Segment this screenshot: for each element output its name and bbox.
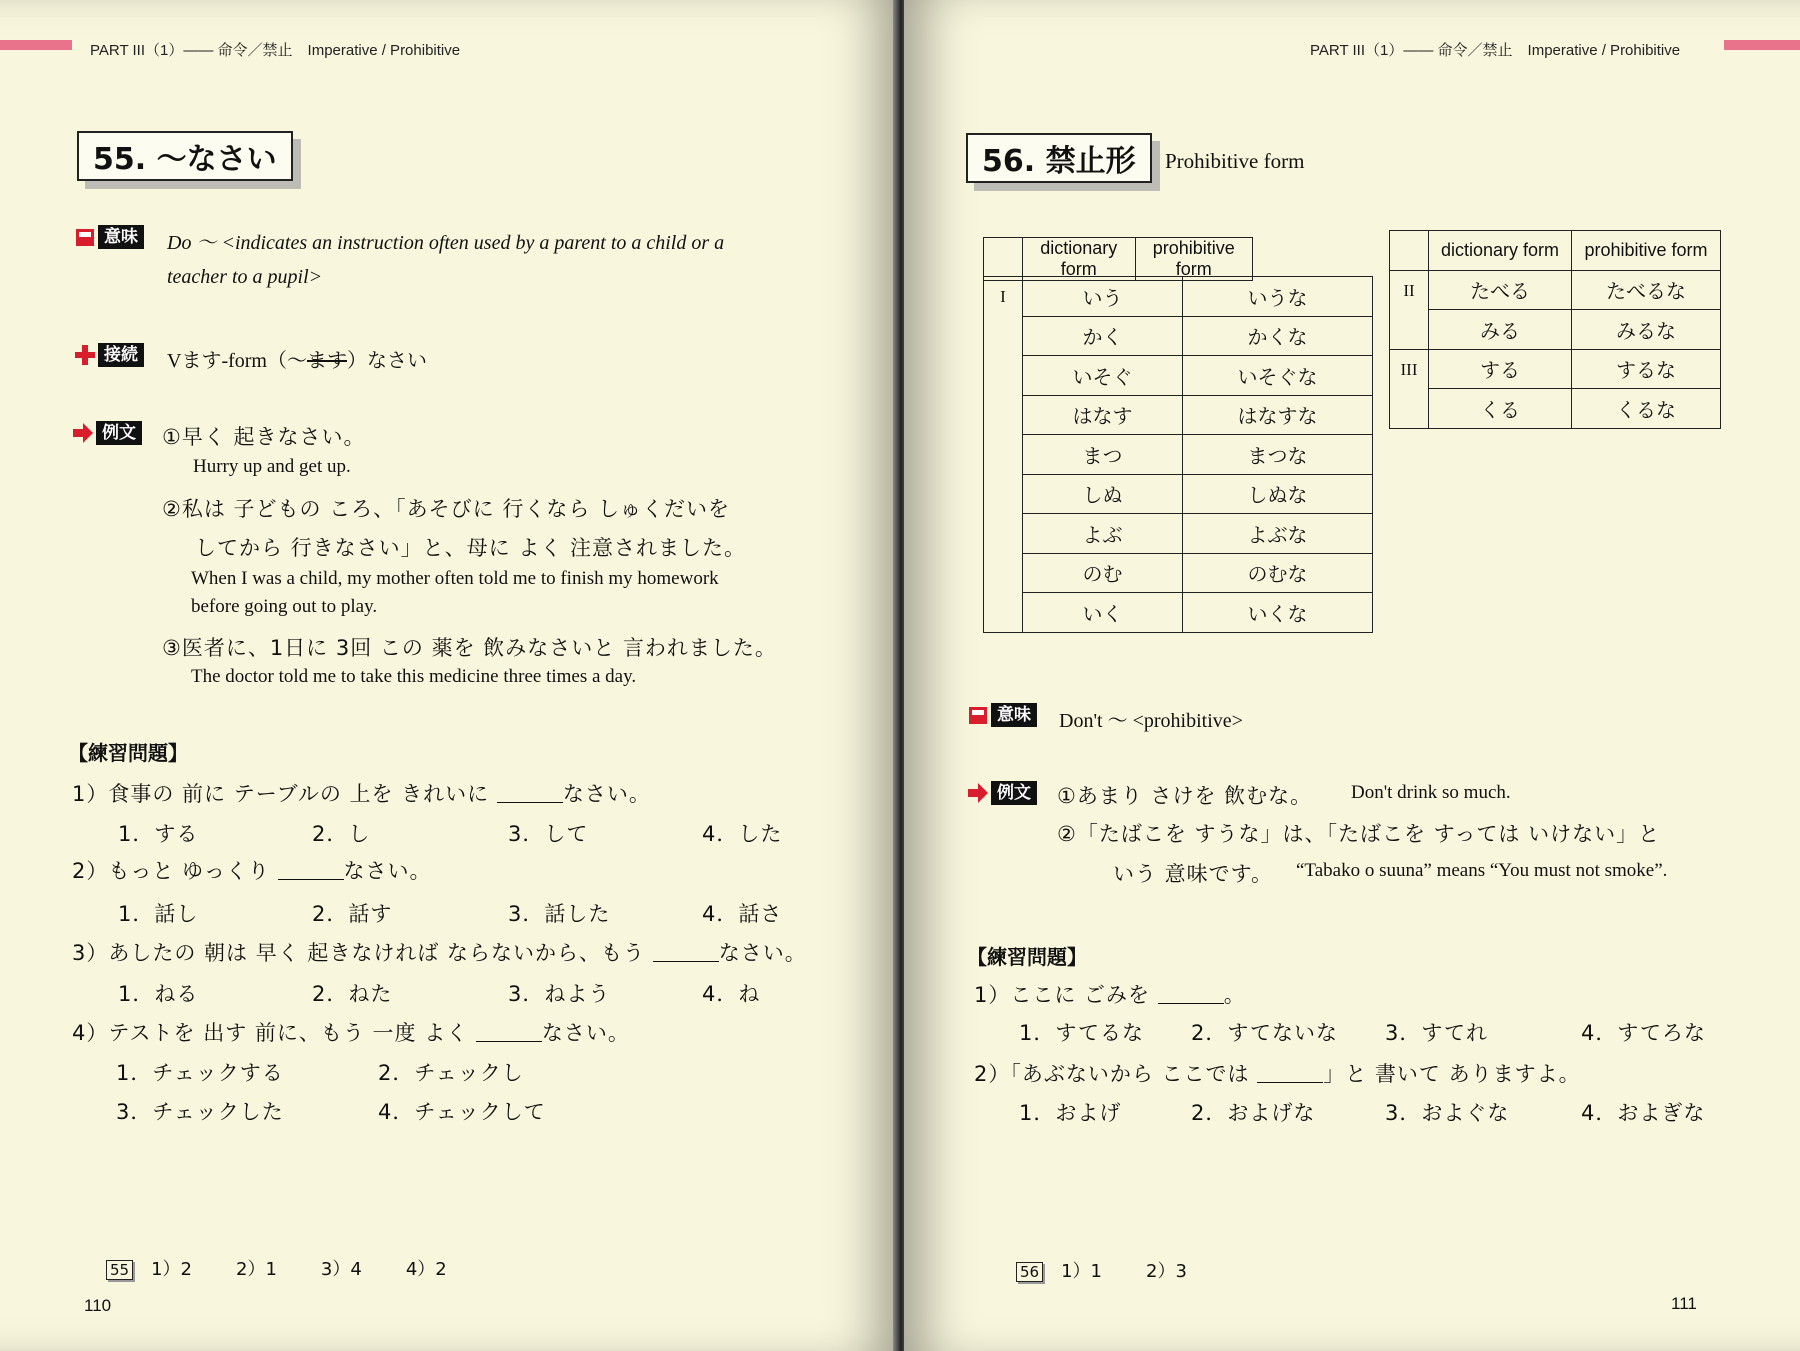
q1-option-2: 2．すてないな bbox=[1191, 1021, 1338, 1045]
table-row bbox=[984, 593, 1373, 633]
dictionary-form-cell: しぬ bbox=[1023, 474, 1183, 514]
table-row bbox=[984, 553, 1373, 593]
q4-option-3: 3．チェックした bbox=[116, 1100, 284, 1124]
q1-option-1: 1．すてるな bbox=[1019, 1021, 1144, 1045]
example1-en: Hurry up and get up. bbox=[193, 456, 351, 477]
example-tag bbox=[73, 421, 142, 445]
dictionary-form-cell: まつ bbox=[1023, 435, 1183, 475]
page-number: 111 bbox=[1671, 1294, 1697, 1313]
q4-option-4: 4．チェックして bbox=[378, 1100, 546, 1124]
col-prohibitive-form: prohibitive form bbox=[1135, 238, 1253, 281]
q2-option-2: 2．話す bbox=[312, 902, 393, 926]
page-number: 110 bbox=[84, 1296, 112, 1315]
answer-key-box: 56 bbox=[1016, 1262, 1043, 1282]
answer-blank bbox=[1158, 983, 1224, 1004]
connection-post: ）なさい bbox=[346, 348, 427, 372]
dictionary-form-cell: はなす bbox=[1023, 395, 1183, 435]
connection-pre: Vます-form（～ bbox=[167, 350, 307, 372]
meaning-tag bbox=[968, 703, 1037, 727]
q1-option-3: 3．すてれ bbox=[1385, 1021, 1488, 1045]
section-title: 55. ～なさい bbox=[77, 131, 293, 181]
answer-blank bbox=[653, 941, 719, 962]
prohibitive-form-cell: みるな bbox=[1571, 310, 1720, 350]
q3-option-3: 3．ねよう bbox=[508, 982, 611, 1006]
book-icon bbox=[75, 226, 95, 248]
dictionary-form-cell: みる bbox=[1429, 310, 1572, 350]
example3-jp: ③医者に、1日に 3回 この 薬を 飲みなさいと 言われました。 bbox=[162, 636, 777, 660]
meaning-line2: teacher to a pupil> bbox=[167, 266, 323, 288]
example2-jp1: ②私は 子どもの ころ、「あそびに 行くなら しゅくだいを bbox=[162, 497, 731, 521]
answer-blank bbox=[476, 1021, 542, 1042]
q1-option-3: 3．して bbox=[508, 822, 589, 846]
dictionary-form-cell: くる bbox=[1429, 389, 1572, 429]
dictionary-form-cell: いく bbox=[1023, 593, 1183, 633]
example2-en2: before going out to play. bbox=[191, 596, 378, 617]
q2-option-4: 4．およぎな bbox=[1581, 1101, 1706, 1125]
exercise-title: 【練習問題】 bbox=[68, 741, 188, 765]
answer-key: 55 1）2 2）1 3）4 4）2 bbox=[106, 1255, 447, 1281]
table-row bbox=[984, 277, 1373, 317]
group-label: II bbox=[1390, 270, 1429, 349]
dictionary-form-cell: する bbox=[1429, 349, 1572, 389]
table-row bbox=[1390, 389, 1721, 429]
q1-option-4: 4．した bbox=[702, 822, 783, 846]
section-subtitle: Prohibitive form bbox=[1165, 149, 1305, 173]
dictionary-form-cell: いう bbox=[1023, 277, 1183, 317]
table-row bbox=[984, 514, 1373, 554]
question-2: 2）もっと ゆっくり なさい。 bbox=[72, 859, 432, 883]
header-accent-bar bbox=[1724, 40, 1800, 50]
header-accent-bar bbox=[0, 40, 72, 50]
connection-label: 接続 bbox=[98, 343, 144, 367]
plus-icon bbox=[75, 344, 95, 366]
connection-rule bbox=[167, 344, 427, 373]
example2-jp2: いう 意味です。 bbox=[1113, 862, 1273, 886]
example1-en: Don't drink so much. bbox=[1351, 782, 1511, 803]
prohibitive-form-cell: いくな bbox=[1183, 593, 1373, 633]
example2-en1: When I was a child, my mother often told me to finish my homework bbox=[191, 568, 719, 589]
connection-tag bbox=[75, 343, 144, 367]
question-1: 1）食事の 前に テーブルの 上を きれいに なさい。 bbox=[72, 782, 651, 806]
question-1: 1）ここに ごみを 。 bbox=[974, 983, 1246, 1007]
q3-option-4: 4．ね bbox=[702, 982, 761, 1006]
example-label: 例文 bbox=[991, 781, 1037, 805]
book-icon bbox=[968, 704, 988, 726]
prohibitive-form-cell: しぬな bbox=[1183, 474, 1373, 514]
running-header: PART III（1）―― 命令／禁止 Imperative / Prohibitive bbox=[90, 42, 461, 59]
example3-en: The doctor told me to take this medicine three times a day. bbox=[191, 666, 637, 687]
answer-blank bbox=[497, 782, 563, 803]
prohibitive-form-cell: よぶな bbox=[1183, 514, 1373, 554]
exercise-title: 【練習問題】 bbox=[967, 945, 1087, 969]
table-row bbox=[1390, 349, 1721, 389]
q1-option-2: 2．し bbox=[312, 822, 371, 846]
right-page bbox=[904, 0, 1800, 1351]
table-row bbox=[984, 474, 1373, 514]
group-label: I bbox=[984, 277, 1023, 633]
meaning-label: 意味 bbox=[991, 703, 1037, 727]
prohibitive-form-cell: するな bbox=[1571, 349, 1720, 389]
example2-jp1: ②「たばこを すうな」は、「たばこを すっては いけない」と bbox=[1057, 822, 1661, 846]
answer-blank bbox=[278, 859, 344, 880]
q2-option-2: 2．およげな bbox=[1191, 1101, 1316, 1125]
q4-option-1: 1．チェックする bbox=[116, 1061, 284, 1085]
answer-key: 56 1）1 2）3 bbox=[1016, 1257, 1187, 1283]
group23-table bbox=[1389, 230, 1721, 429]
prohibitive-form-cell: くるな bbox=[1571, 389, 1720, 429]
prohibitive-form-cell: はなすな bbox=[1183, 395, 1373, 435]
table-row bbox=[1390, 270, 1721, 310]
col-prohibitive-form: prohibitive form bbox=[1571, 231, 1720, 271]
group1-table bbox=[983, 276, 1373, 633]
answer-blank bbox=[1257, 1062, 1323, 1083]
q3-option-2: 2．ねた bbox=[312, 982, 393, 1006]
question-3: 3）あしたの 朝は 早く 起きなければ ならないから、もう なさい。 bbox=[72, 941, 807, 965]
q1-option-1: 1．する bbox=[118, 822, 199, 846]
example2-en: “Tabako o suuna” means “You must not smoke”. bbox=[1296, 860, 1668, 881]
example-label: 例文 bbox=[96, 421, 142, 445]
table-row bbox=[984, 395, 1373, 435]
dictionary-form-cell: いそぐ bbox=[1023, 356, 1183, 396]
prohibitive-form-cell: いそぐな bbox=[1183, 356, 1373, 396]
table-row bbox=[1390, 310, 1721, 350]
meaning-line1: Do ～ <indicates an instruction often used by a parent to a child or a bbox=[167, 232, 725, 254]
table-row bbox=[984, 316, 1373, 356]
prohibitive-form-cell: いうな bbox=[1183, 277, 1373, 317]
question-4: 4）テストを 出す 前に、もう 一度 よく なさい。 bbox=[72, 1021, 630, 1045]
q1-option-4: 4．すてろな bbox=[1581, 1021, 1706, 1045]
section-title: 56. 禁止形 bbox=[966, 133, 1152, 183]
prohibitive-form-cell: まつな bbox=[1183, 435, 1373, 475]
q2-option-1: 1．およげ bbox=[1019, 1101, 1122, 1125]
example1-jp: ①早く 起きなさい。 bbox=[162, 425, 366, 449]
group-label: III bbox=[1390, 349, 1429, 428]
q4-option-2: 2．チェックし bbox=[378, 1061, 524, 1085]
dictionary-form-cell: のむ bbox=[1023, 553, 1183, 593]
table-row bbox=[984, 356, 1373, 396]
dictionary-form-cell: たべる bbox=[1429, 270, 1572, 310]
example2-jp2: してから 行きなさい」と、母に よく 注意されました。 bbox=[195, 536, 747, 560]
q3-option-1: 1．ねる bbox=[118, 982, 199, 1006]
meaning-text: Don't ～ <prohibitive> bbox=[1059, 710, 1243, 732]
arrow-right-icon bbox=[73, 422, 93, 444]
arrow-right-icon bbox=[968, 782, 988, 804]
example-tag bbox=[968, 781, 1037, 805]
example1-jp: ①あまり さけを 飲むな。 bbox=[1057, 784, 1313, 808]
q2-option-3: 3．およぐな bbox=[1385, 1101, 1510, 1125]
col-dictionary-form: dictionary form bbox=[1429, 231, 1572, 271]
godan-verb-table bbox=[983, 237, 1253, 281]
prohibitive-form-cell: かくな bbox=[1183, 316, 1373, 356]
dictionary-form-cell: よぶ bbox=[1023, 514, 1183, 554]
prohibitive-form-cell: のむな bbox=[1183, 553, 1373, 593]
dictionary-form-cell: かく bbox=[1023, 316, 1183, 356]
running-header: PART III（1）―― 命令／禁止 Imperative / Prohibitive bbox=[1310, 42, 1681, 59]
q2-option-1: 1．話し bbox=[118, 902, 199, 926]
question-2: 2）「あぶないから ここでは 」と 書いて ありますよ。 bbox=[974, 1062, 1581, 1086]
meaning-tag bbox=[75, 225, 144, 249]
answer-key-box: 55 bbox=[106, 1260, 133, 1280]
q2-option-3: 3．話した bbox=[508, 902, 611, 926]
connection-strike: ます bbox=[306, 348, 347, 372]
left-page bbox=[0, 0, 898, 1351]
q2-option-4: 4．話さ bbox=[702, 902, 783, 926]
meaning-label: 意味 bbox=[98, 225, 144, 249]
col-dictionary-form: dictionary form bbox=[1023, 238, 1136, 281]
table-row bbox=[984, 435, 1373, 475]
prohibitive-form-cell: たべるな bbox=[1571, 270, 1720, 310]
